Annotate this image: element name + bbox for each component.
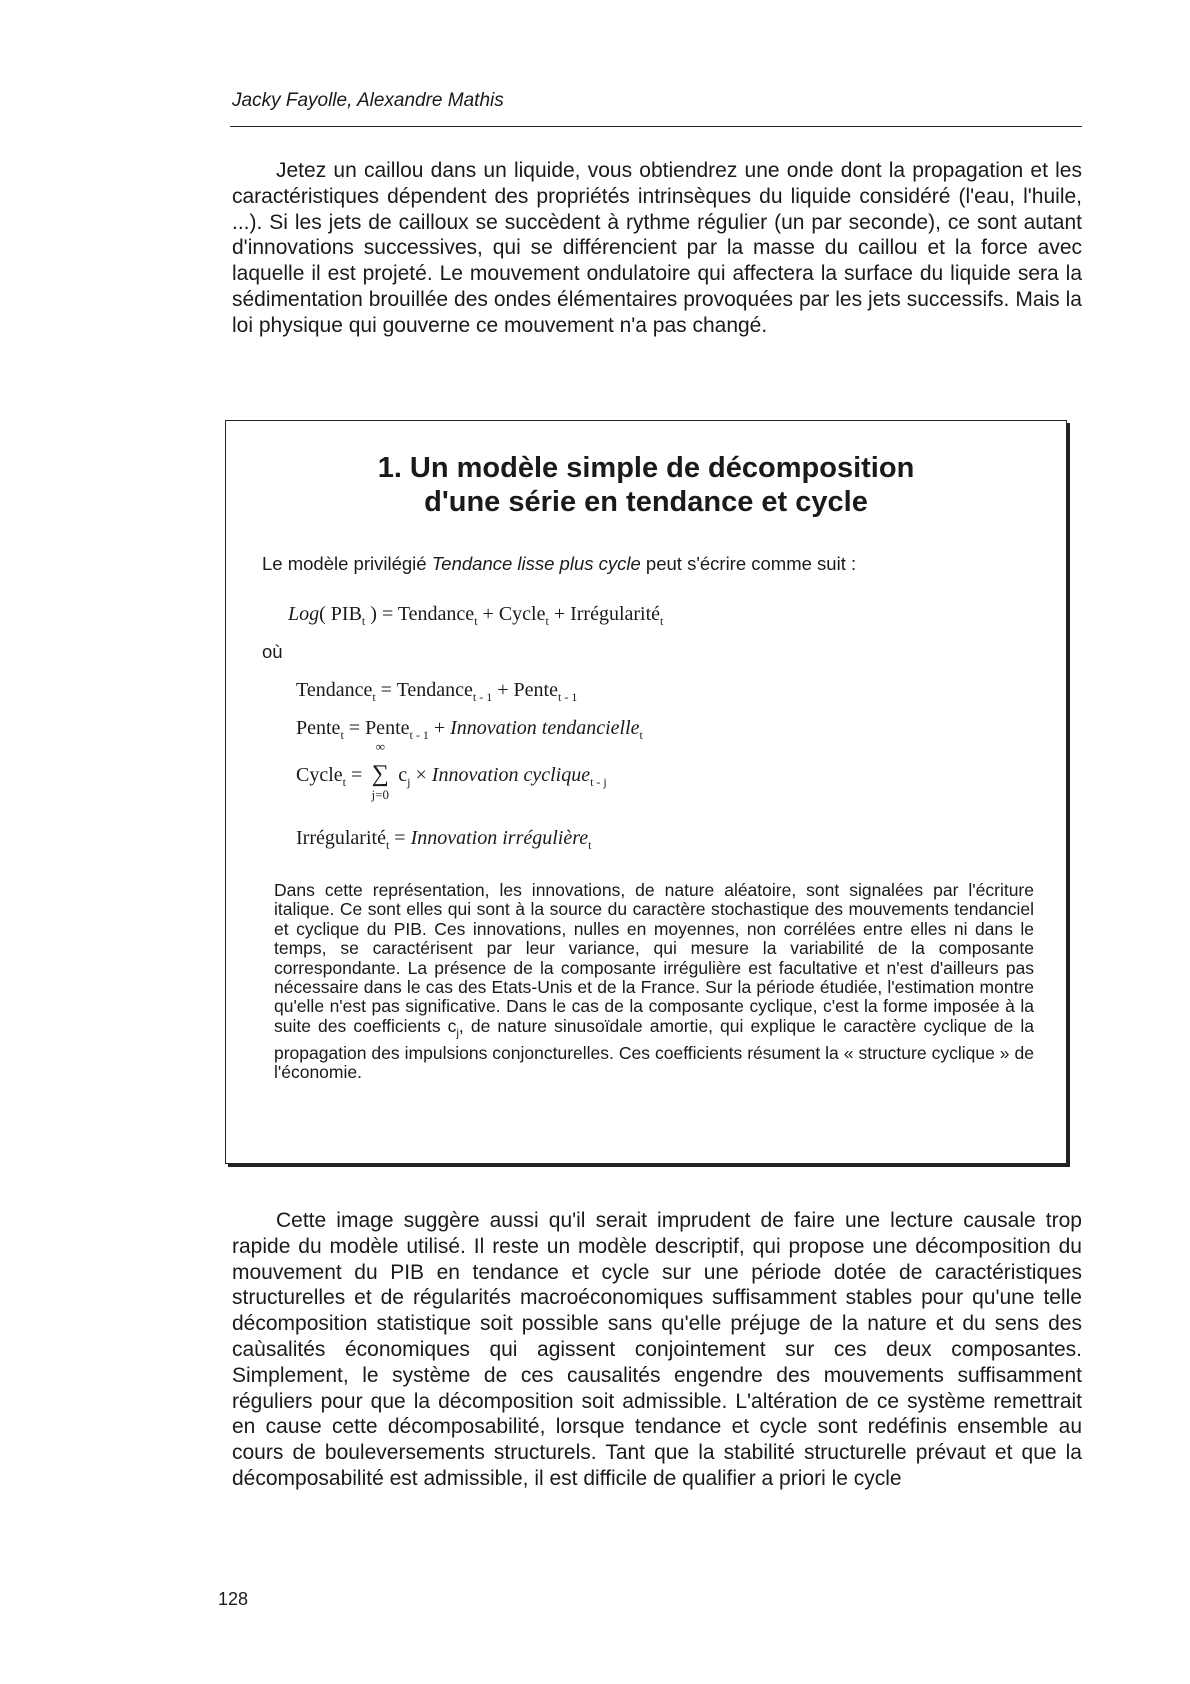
box-intro-italic: Tendance lisse plus cycle [431, 553, 641, 574]
equation-tendance [296, 679, 577, 705]
box-notes-text-end: , de nature sinusoïdale amortie, qui explique le caractère cyclique de la propagation des impulsions conjoncturelles. Ces coefficients résument la « structure cyclique » de l'économie. [274, 1015, 1034, 1083]
paragraph-intro-text: Jetez un caillou dans un liquide, vous obtiendrez une onde dont la propagation et les caractéristiques dépendent des propriétés intrinsèques du liquide considéré (l'eau, l'huile, ...). Si les jets de cailloux se succèdent à rythme régulier (un par seconde), ce sont autant d'innovations successives, qui se différencient par la masse du caillou et la force avec laquelle il est projeté. Le mouvement ondulatoire qui affectera la surface du liquide sera la sédimentation brouillée des ondes élémentaires provoquées par les jets successifs. Mais la loi physique qui gouverne ce mouvement n'a pas changé. [232, 159, 1082, 337]
eq-sub: t - j [590, 775, 607, 789]
sum-upper-bound: ∞ [375, 739, 385, 754]
eq-sub: t - 1 [409, 728, 429, 742]
eq-lhs: Cycle [296, 764, 343, 786]
paragraph-body-text: Cette image suggère aussi qu'il serait imprudent de faire une lecture causale trop rapide du modèle utilisé. Il reste un modèle descriptif, qui propose une décomposition du mouvement du PIB en tendance et cycle sur une période dotée de caractéristiques structurelles et de régularités macroéconomiques suffisamment stables pour qu'une telle décomposition statistique soit possible sans qu'elle préjuge de la nature et du sens des caùsalités économiques qui agissent conjointement sur ces deux composantes. Simplement, le système de ces causalités engendre des mouvements suffisamment réguliers pour que la décomposition soit admissible. L'altération de ce système remettrait en cause cette décomposabilité, lorsque tendance et cycle sont redéfinis ensemble au cours de bouleversements structurels. Tant que la stabilité structurelle prévaut et que la décomposabilité est admissible, il est difficile de qualifier a priori le cycle [232, 1209, 1082, 1490]
eq-plus: + [492, 679, 514, 701]
eq-equals: = [346, 764, 368, 786]
eq-equals: = [389, 827, 411, 849]
eq-plus: + [428, 717, 451, 739]
header-rule [230, 126, 1082, 127]
eq-sub: t [385, 838, 390, 852]
eq-sub: t - 1 [472, 690, 493, 704]
eq-sub: t [342, 775, 346, 789]
eq-innovation: Innovation cyclique [431, 764, 591, 786]
eq-term: Tendance [396, 679, 473, 701]
sum-sign: ∑ [371, 761, 389, 787]
equation-log-pib [288, 603, 663, 629]
eq-sub: t - 1 [557, 690, 578, 704]
eq-log: Log [288, 603, 320, 625]
eq-equals: = [376, 603, 398, 625]
box-intro-text-end: peut s'écrire comme suit : [640, 553, 857, 574]
eq-plus: + [477, 603, 499, 625]
eq-equals: = [343, 717, 366, 739]
box-intro [262, 553, 1032, 574]
box-notes [274, 881, 1034, 1083]
eq-cycle: Cycle [498, 603, 546, 625]
eq-term: Pente [365, 717, 410, 739]
eq-plus: + [548, 603, 571, 625]
box-title-line2: d'une série en tendance et cycle [424, 486, 868, 518]
eq-coef: c [398, 764, 408, 786]
notes-sub: j [456, 1027, 459, 1040]
eq-innovation: Innovation tendancielle [450, 717, 640, 739]
page-number: 128 [218, 1589, 249, 1609]
eq-sub: t [545, 614, 549, 628]
sum-lower-bound: j=0 [371, 787, 389, 802]
eq-sub: t [474, 614, 478, 628]
running-head: Jacky Fayolle, Alexandre Mathis [232, 90, 504, 111]
paragraph-body [232, 1208, 1082, 1492]
equation-pente [296, 717, 643, 743]
eq-term: Pente [513, 679, 558, 701]
box-notes-text: Dans cette représentation, les innovations, de nature aléatoire, sont signalées par l'écriture italique. Ce sont elles qui sont à la source du caractère stochastique des mouvements tendanciel et cyclique du PIB. Ces innovations, nulles en moyennes, non corrélées entre elles ni dans le temps, se caractérisent par leur variance, qui mesure la variabilité de la composante correspondante. La présence de la composante irrégulière est facultative et n'est d'ailleurs pas nécessaire dans le cas des Etats-Unis et de la France. Sur la période étudiée, l'estimation montre qu'elle n'est pas significative. Dans le cas de la composante cyclique, c'est la forme imposée à la suite des coefficients c [274, 880, 1034, 1036]
equation-cycle [296, 739, 607, 802]
eq-lhs: Irrégularité [296, 827, 386, 849]
eq-equals: = [375, 679, 397, 701]
paragraph-intro [232, 158, 1082, 339]
eq-times: × [410, 764, 432, 786]
eq-tendance: Tendance [397, 603, 475, 625]
where-word: où [262, 641, 283, 662]
sum-symbol [367, 739, 393, 802]
box-intro-text: Le modèle privilégié [262, 553, 432, 574]
eq-close: ) [365, 603, 377, 625]
eq-pib: ( PIB [319, 603, 362, 625]
eq-lhs: Pente [296, 717, 341, 739]
eq-sub: t [340, 728, 344, 742]
eq-sub: t [372, 690, 376, 704]
eq-sub: t [361, 614, 366, 628]
eq-sub: t [660, 614, 664, 628]
eq-lhs: Tendance [296, 679, 373, 701]
model-box [225, 420, 1067, 1164]
eq-sub: t [639, 728, 643, 742]
eq-sub: j [407, 775, 411, 789]
eq-sub: t [588, 838, 592, 852]
eq-irregularite: Irrégularité [570, 603, 661, 625]
eq-innovation: Innovation irrégulière [410, 827, 589, 849]
box-title-line1: 1. Un modèle simple de décomposition [377, 452, 915, 484]
box-title [226, 451, 1066, 519]
equation-irregularite [296, 827, 591, 853]
